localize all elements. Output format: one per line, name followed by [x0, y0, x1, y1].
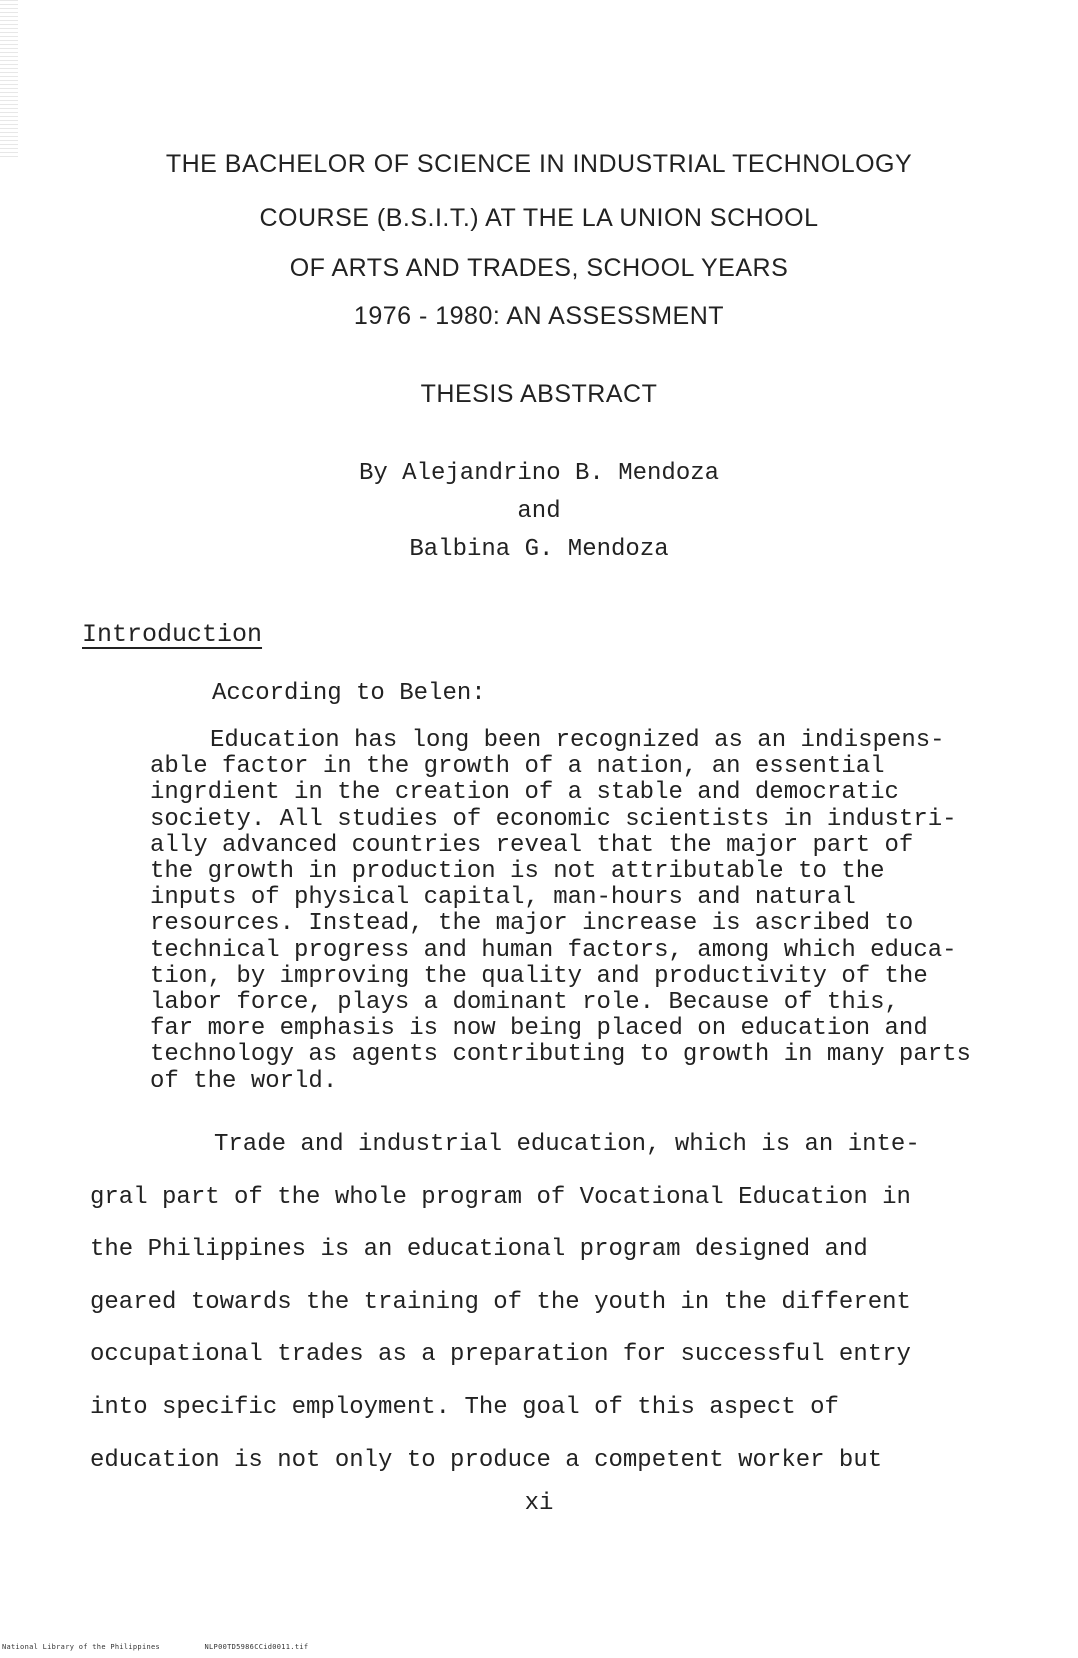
body-line: occupational trades as a preparation for successful entry: [90, 1341, 911, 1369]
quote-line: inputs of physical capital, man-hours and natural: [150, 884, 856, 912]
quote-line: of the world.: [150, 1067, 338, 1095]
scan-edge-artifact: [0, 0, 18, 160]
body-line: into specific employment. The goal of this aspect of: [90, 1393, 839, 1421]
quote-line: labor force, plays a dominant role. Because of this,: [150, 989, 899, 1017]
body-line: geared towards the training of the youth in the different: [90, 1288, 911, 1316]
author-conjunction: and: [517, 498, 561, 525]
title-line-3: OF ARTS AND TRADES, SCHOOL YEARS: [289, 254, 789, 282]
block-quote: [150, 728, 1050, 1095]
section-heading: Introduction: [82, 620, 263, 649]
quote-line: ingrdient in the creation of a stable and democratic: [150, 779, 899, 807]
quote-line: technical progress and human factors, among which educa-: [150, 936, 957, 964]
quote-line: far more emphasis is now being placed on education and: [150, 1015, 928, 1043]
quote-line: the growth in production is not attributable to the: [150, 858, 885, 886]
quote-line: resources. Instead, the major increase is ascribed to: [150, 910, 914, 938]
quote-line: technology as agents contributing to growth in many parts: [150, 1041, 971, 1069]
footer-library-name: National Library of the Philippines: [2, 1643, 161, 1651]
title-line-1: THE BACHELOR OF SCIENCE IN INDUSTRIAL TECHNOLOGY: [165, 150, 913, 178]
scan-footer: [2, 1643, 348, 1651]
body-line: education is not only to produce a competent worker but: [90, 1446, 883, 1474]
quote-line: ally advanced countries reveal that the major part of: [150, 831, 914, 859]
quote-line: able factor in the growth of a nation, an essential: [150, 753, 885, 781]
quote-line: tion, by improving the quality and productivity of the: [150, 962, 928, 990]
title-line-2: COURSE (B.S.I.T.) AT THE LA UNION SCHOOL: [259, 204, 819, 232]
page-number: xi: [524, 1490, 554, 1517]
body-paragraph: [90, 1119, 1050, 1487]
author-line-2: Balbina G. Mendoza: [409, 536, 669, 563]
quote-line: Education has long been recognized as an indispens-: [210, 727, 945, 754]
body-line: the Philippines is an educational program designed and: [90, 1236, 868, 1264]
title-line-4: 1976 - 1980: AN ASSESSMENT: [353, 302, 725, 330]
footer-file-id: NLP00TD5986CCid0011.tif: [204, 1643, 309, 1651]
author-line-1: By Alejandrino B. Mendoza: [358, 460, 720, 487]
body-line: Trade and industrial education, which is an inte-: [214, 1131, 920, 1158]
thesis-abstract-heading: THESIS ABSTRACT: [420, 380, 658, 408]
lead-in-text: According to Belen:: [212, 680, 486, 707]
quote-line: society. All studies of economic scientists in industri-: [150, 805, 957, 833]
body-line: gral part of the whole program of Vocational Education in: [90, 1183, 911, 1211]
